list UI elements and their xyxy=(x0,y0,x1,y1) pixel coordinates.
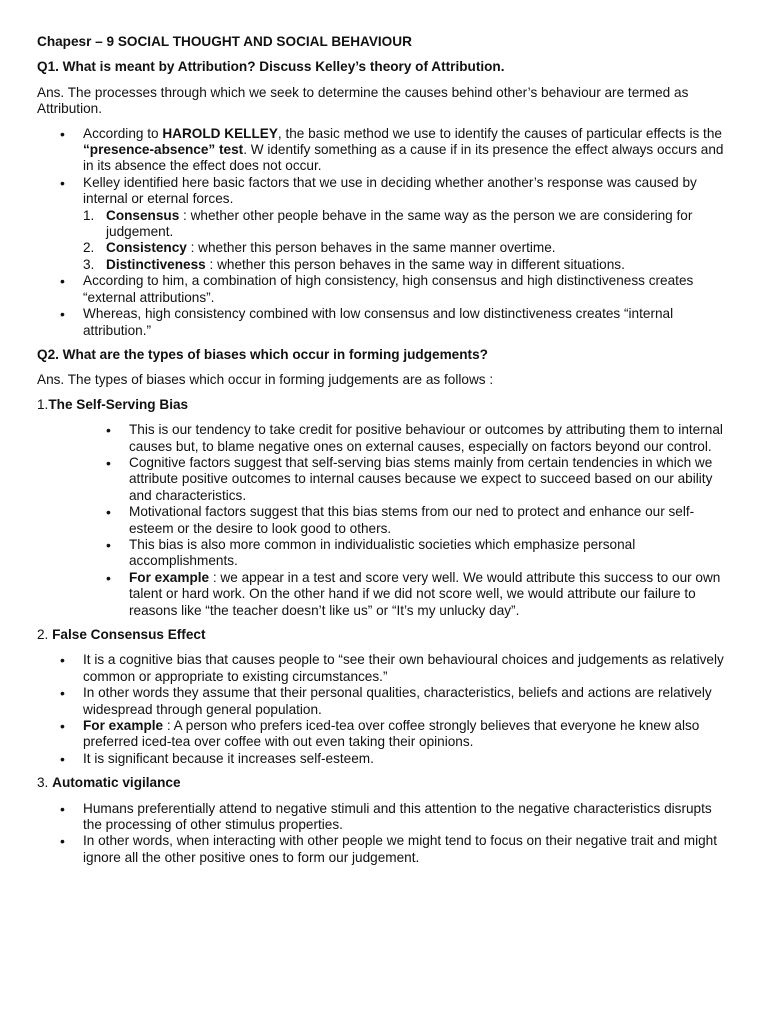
list-item: 1. Consensus : whether other people behave in the same way as the person we are considering for judgement. xyxy=(83,207,693,240)
q1-bullet-list-2 xyxy=(37,273,728,339)
chapter-title: Chapesr – 9 SOCIAL THOUGHT AND SOCIAL BEHAVIOUR xyxy=(37,34,412,49)
answer-2: Ans. The types of biases which occur in forming judgements are as follows : xyxy=(37,372,494,388)
list-item: • This bias is also more common in individualistic societies which emphasize personal accomplishments. xyxy=(37,537,728,570)
false-consensus-list xyxy=(37,652,728,767)
list-item: • According to him, a combination of high consistency, high consensus and high distinctiveness creates “external attributions”. xyxy=(37,273,728,306)
list-item: • For example : A person who prefers iced-tea over coffee strongly believes that everyone he knew also preferred iced-tea over coffee with out even taking their opinions. xyxy=(37,718,728,751)
q1-bullet-list xyxy=(37,126,728,208)
list-item: • It is significant because it increases self-esteem. xyxy=(37,751,728,767)
question-2: Q2. What are the types of biases which occur in forming judgements? xyxy=(37,346,488,362)
list-item: • Whereas, high consistency combined with low consensus and low distinctiveness creates “internal attribution.” xyxy=(37,306,728,339)
automatic-vigilance-list xyxy=(37,801,728,867)
list-item: • Cognitive factors suggest that self-serving bias stems mainly from certain tendencies in which we attribute positive outcomes to internal causes because we expect to succeed based on our ability and characteristics. xyxy=(37,455,728,504)
list-item: 3. Distinctiveness : whether this person behaves in the same way in different situations. xyxy=(83,256,625,272)
list-item: • In other words, when interacting with other people we might tend to focus on their negative trait and might ignore all the other positive ones to form our judgement. xyxy=(37,833,728,866)
answer-1: Ans. The processes through which we seek to determine the causes behind other’s behaviour are termed as Attribution. xyxy=(37,84,689,117)
kelley-factors-list xyxy=(37,208,728,274)
list-item: • In other words they assume that their personal qualities, characteristics, beliefs and actions are relatively widespread through general population. xyxy=(37,685,728,718)
self-serving-list xyxy=(37,422,728,619)
list-item: • For example : we appear in a test and score very well. We would attribute this success to our own talent or hard work. On the other hand if we did not score well, we would attribute our failure to reasons like “the teacher doesn’t like us” or “It’s my unlucky day”. xyxy=(37,570,728,619)
list-item: • Humans preferentially attend to negative stimuli and this attention to the negative characteristics disrupts the processing of other stimulus properties. xyxy=(37,801,728,834)
section-heading-false-consensus: 2. False Consensus Effect xyxy=(37,627,206,642)
question-1: Q1. What is meant by Attribution? Discuss Kelley’s theory of Attribution. xyxy=(37,59,505,75)
section-heading-self-serving: 1.The Self-Serving Bias xyxy=(37,396,189,412)
section-heading-automatic-vigilance: 3. Automatic vigilance xyxy=(37,775,181,791)
list-item: 2. Consistency : whether this person behaves in the same manner overtime. xyxy=(83,240,556,256)
list-item: • It is a cognitive bias that causes people to “see their own behavioural choices and judgements as relatively common or appropriate to existing circumstances.” xyxy=(37,652,728,685)
list-item: • According to HAROLD KELLEY, the basic method we use to identify the causes of particular effects is the “presence-absence” test. W identify something as a cause if in its presence the effect always occurs and in its absence the effect does not occur. xyxy=(37,126,728,175)
list-item: • This is our tendency to take credit for positive behaviour or outcomes by attributing them to internal causes but, to blame negative ones on external causes, especially on factors beyond our control. xyxy=(37,422,728,455)
list-item: • Kelley identified here basic factors that we use in deciding whether another’s response was caused by internal or eternal forces. xyxy=(37,175,728,208)
list-item: • Motivational factors suggest that this bias stems from our ned to protect and enhance our self-esteem or the desire to look good to others. xyxy=(37,504,728,537)
